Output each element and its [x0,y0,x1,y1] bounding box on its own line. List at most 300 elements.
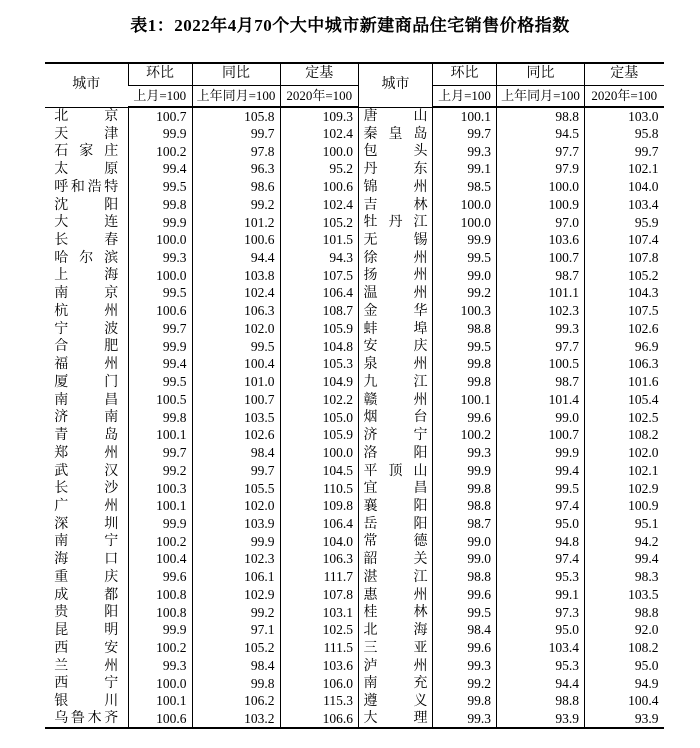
city-name: 惠州 [363,587,428,603]
city-name: 南昌 [54,392,119,408]
city-name: 西宁 [54,676,119,692]
mom-value: 99.7 [433,125,497,143]
table-row [359,479,664,497]
table-row [45,231,358,249]
yoy-value: 98.7 [497,373,585,391]
mom-value: 100.6 [128,302,192,320]
base-value: 102.6 [585,320,664,338]
base-value: 102.1 [585,462,664,480]
table-row [359,621,664,639]
city-name: 北京 [54,109,119,125]
yoy-value: 99.9 [192,533,280,551]
base-value: 95.2 [280,160,358,178]
yoy-value: 105.8 [192,107,280,125]
base-value: 94.3 [280,249,358,267]
base-value: 105.4 [585,391,664,409]
base-value: 104.0 [280,533,358,551]
base-value: 104.0 [585,178,664,196]
mom-value: 98.4 [433,621,497,639]
base-value: 102.9 [585,479,664,497]
yoy-value: 106.3 [192,302,280,320]
mom-value: 99.9 [128,515,192,533]
mom-value: 99.6 [128,568,192,586]
city-cell [359,710,433,728]
base-value: 94.2 [585,533,664,551]
yoy-value: 99.4 [497,462,585,480]
yoy-value: 102.4 [192,284,280,302]
mom-value: 100.1 [433,107,497,125]
table-row [45,657,358,675]
mom-value: 100.1 [128,426,192,444]
yoy-value: 97.0 [497,213,585,231]
base-value: 101.5 [280,231,358,249]
yoy-value: 97.1 [192,621,280,639]
city-name: 襄阳 [363,499,428,515]
base-value: 111.5 [280,639,358,657]
city-cell [45,710,128,728]
base-value: 100.6 [280,178,358,196]
city-name: 厦门 [54,374,119,390]
base-value: 108.2 [585,426,664,444]
base-value: 95.9 [585,213,664,231]
table-row [359,657,664,675]
table-row [45,426,358,444]
city-name: 太原 [54,162,119,178]
mom-value: 99.9 [433,231,497,249]
base-value: 102.4 [280,196,358,214]
city-name: 锦州 [363,179,428,195]
table-row [359,338,664,356]
base-value: 102.5 [585,408,664,426]
city-cell [45,568,128,586]
table-row [359,604,664,622]
city-cell [45,391,128,409]
yoy-value: 98.4 [192,657,280,675]
table-row [359,675,664,693]
table-row [359,160,664,178]
city-cell [45,692,128,710]
city-cell [359,692,433,710]
city-cell [45,479,128,497]
base-value: 104.8 [280,338,358,356]
city-name: 大连 [54,215,119,231]
city-cell [45,444,128,462]
city-cell [45,550,128,568]
base-value: 103.1 [280,604,358,622]
table-row [45,675,358,693]
city-cell [45,533,128,551]
col-subheader-mom: 上月=100 [128,85,192,107]
mom-value: 99.5 [128,284,192,302]
yoy-value: 102.9 [192,586,280,604]
city-cell [359,550,433,568]
yoy-value: 98.8 [497,107,585,125]
mom-value: 99.6 [433,586,497,604]
yoy-value: 100.7 [497,249,585,267]
city-name: 北海 [363,623,428,639]
table-row [359,355,664,373]
table-row [359,249,664,267]
mom-value: 100.4 [128,550,192,568]
table-row [45,320,358,338]
yoy-value: 103.9 [192,515,280,533]
city-cell [359,604,433,622]
mom-value: 99.9 [128,125,192,143]
mom-value: 99.6 [433,639,497,657]
table-left-half [45,62,358,729]
table-row [359,426,664,444]
base-value: 106.0 [280,675,358,693]
table-body-left [45,107,358,728]
city-name: 石家庄 [54,144,119,160]
city-name: 南京 [54,286,119,302]
yoy-value: 101.2 [192,213,280,231]
mom-value: 99.9 [433,462,497,480]
yoy-value: 99.1 [497,586,585,604]
city-cell [45,302,128,320]
city-name: 济宁 [363,428,428,444]
city-name: 包头 [363,144,428,160]
yoy-value: 103.6 [497,231,585,249]
table-header [359,63,664,107]
table-right-half [358,62,664,729]
yoy-value: 102.6 [192,426,280,444]
city-name: 泉州 [363,357,428,373]
base-value: 100.4 [585,692,664,710]
mom-value: 99.5 [433,249,497,267]
mom-value: 99.3 [433,657,497,675]
mom-value: 99.8 [128,196,192,214]
col-header-yoy: 同比 [497,63,585,85]
yoy-value: 94.4 [497,675,585,693]
city-cell [359,657,433,675]
city-cell [45,338,128,356]
table-row [45,604,358,622]
mom-value: 98.8 [433,320,497,338]
yoy-value: 105.2 [192,639,280,657]
base-value: 100.0 [280,444,358,462]
city-name: 长春 [54,233,119,248]
yoy-value: 93.9 [497,710,585,728]
city-name: 宜昌 [363,481,428,497]
city-name: 济南 [54,410,119,426]
city-cell [45,639,128,657]
table-row [359,213,664,231]
yoy-value: 97.9 [497,160,585,178]
yoy-value: 99.7 [192,125,280,143]
mom-value: 99.8 [128,408,192,426]
city-cell [359,178,433,196]
yoy-value: 102.0 [192,320,280,338]
city-name: 韶关 [363,552,428,568]
city-name: 丹东 [363,162,428,178]
city-cell [45,426,128,444]
base-value: 105.0 [280,408,358,426]
city-name: 扬州 [363,268,428,284]
mom-value: 99.9 [128,621,192,639]
city-cell [359,533,433,551]
city-name: 武汉 [54,463,119,479]
base-value: 104.5 [280,462,358,480]
mom-value: 99.6 [433,408,497,426]
table-row [45,160,358,178]
table-row [45,550,358,568]
base-value: 105.9 [280,320,358,338]
mom-value: 99.0 [433,267,497,285]
yoy-value: 94.4 [192,249,280,267]
table-row [359,639,664,657]
yoy-value: 100.0 [497,178,585,196]
table-row [45,497,358,515]
yoy-value: 99.2 [192,604,280,622]
city-cell [359,284,433,302]
city-cell [45,320,128,338]
table-row [45,462,358,480]
mom-value: 99.3 [433,710,497,728]
col-subheader-yoy: 上年同月=100 [192,85,280,107]
yoy-value: 94.5 [497,125,585,143]
table-row [45,586,358,604]
mom-value: 99.7 [128,320,192,338]
city-name: 海口 [54,552,119,568]
mom-value: 99.0 [433,550,497,568]
city-name: 长沙 [54,481,119,497]
mom-value: 98.8 [433,497,497,515]
table-row [45,692,358,710]
yoy-value: 103.8 [192,267,280,285]
mom-value: 99.8 [433,373,497,391]
city-cell [45,497,128,515]
table-row [45,302,358,320]
city-cell [359,320,433,338]
yoy-value: 103.5 [192,408,280,426]
city-cell [359,497,433,515]
city-cell [359,462,433,480]
city-name: 宁波 [54,321,119,337]
mom-value: 98.8 [433,568,497,586]
base-value: 106.4 [280,284,358,302]
city-name: 烟台 [363,410,428,426]
city-name: 徐州 [363,250,428,266]
city-cell [45,408,128,426]
table-row [45,142,358,160]
city-name: 哈尔滨 [54,250,119,266]
city-name: 广州 [54,499,119,515]
city-cell [45,621,128,639]
col-header-base: 定基 [280,63,358,85]
mom-value: 99.3 [433,444,497,462]
mom-value: 98.5 [433,178,497,196]
yoy-value: 98.4 [192,444,280,462]
yoy-value: 95.3 [497,657,585,675]
city-cell [45,373,128,391]
mom-value: 99.5 [128,373,192,391]
base-value: 102.2 [280,391,358,409]
city-cell [45,604,128,622]
mom-value: 99.8 [433,355,497,373]
base-value: 102.1 [585,160,664,178]
base-value: 95.0 [585,657,664,675]
mom-value: 99.4 [128,355,192,373]
yoy-value: 100.4 [192,355,280,373]
base-value: 107.4 [585,231,664,249]
table-row [45,515,358,533]
base-value: 103.0 [585,107,664,125]
base-value: 105.9 [280,426,358,444]
city-cell [359,586,433,604]
yoy-value: 100.7 [192,391,280,409]
mom-value: 100.1 [128,497,192,515]
yoy-value: 99.8 [192,675,280,693]
base-value: 110.5 [280,479,358,497]
mom-value: 99.2 [128,462,192,480]
city-cell [359,391,433,409]
city-cell [45,355,128,373]
city-name: 南充 [363,676,428,692]
table-row [359,568,664,586]
city-name: 蚌埠 [363,321,428,337]
city-name: 桂林 [363,605,428,621]
city-name: 安庆 [363,339,428,355]
col-header-mom: 环比 [128,63,192,85]
yoy-value: 101.0 [192,373,280,391]
city-name: 九江 [363,374,428,390]
table-row [45,639,358,657]
base-value: 107.8 [585,249,664,267]
base-value: 103.6 [280,657,358,675]
city-cell [359,267,433,285]
city-name: 南宁 [54,534,119,550]
base-value: 99.7 [585,142,664,160]
yoy-value: 95.0 [497,515,585,533]
city-cell [359,515,433,533]
city-cell [359,231,433,249]
city-name: 牡丹江 [363,215,428,231]
mom-value: 99.2 [433,284,497,302]
yoy-value: 106.1 [192,568,280,586]
base-value: 111.7 [280,568,358,586]
city-cell [45,586,128,604]
city-cell [359,213,433,231]
col-header-yoy: 同比 [192,63,280,85]
mom-value: 100.6 [128,710,192,728]
col-subheader-base: 2020年=100 [585,85,664,107]
table-row [359,125,664,143]
yoy-value: 101.1 [497,284,585,302]
table-row [359,586,664,604]
mom-value: 99.4 [128,160,192,178]
mom-value: 100.0 [433,213,497,231]
mom-value: 100.0 [128,267,192,285]
table-row [359,284,664,302]
city-cell [359,444,433,462]
city-cell [359,338,433,356]
table-row [45,267,358,285]
city-name: 秦皇岛 [363,126,428,142]
city-name: 沈阳 [54,197,119,213]
base-value: 99.4 [585,550,664,568]
mom-value: 100.8 [128,586,192,604]
yoy-value: 99.5 [497,479,585,497]
base-value: 105.2 [280,213,358,231]
base-value: 96.9 [585,338,664,356]
city-cell [45,107,128,125]
city-name: 湛江 [363,569,428,585]
city-name: 福州 [54,357,119,373]
yoy-value: 99.5 [192,338,280,356]
base-value: 95.8 [585,125,664,143]
table-header [45,63,358,107]
city-cell [45,284,128,302]
table-row [45,568,358,586]
city-cell [45,675,128,693]
city-name: 常德 [363,534,428,550]
city-cell [45,142,128,160]
city-name: 杭州 [54,303,119,319]
mom-value: 100.1 [433,391,497,409]
table-row [45,178,358,196]
col-subheader-base: 2020年=100 [280,85,358,107]
mom-value: 100.2 [433,426,497,444]
mom-value: 99.5 [433,338,497,356]
city-name: 温州 [363,286,428,302]
city-cell [45,267,128,285]
table-row [45,479,358,497]
city-cell [359,302,433,320]
yoy-value: 101.4 [497,391,585,409]
city-name: 唐山 [363,109,428,125]
city-name: 遵义 [363,694,428,710]
table-row [45,284,358,302]
yoy-value: 95.0 [497,621,585,639]
city-name: 平顶山 [363,463,428,479]
yoy-value: 100.7 [497,426,585,444]
city-cell [45,196,128,214]
city-cell [359,355,433,373]
col-subheader-mom: 上月=100 [433,85,497,107]
yoy-value: 100.5 [497,355,585,373]
base-value: 100.9 [585,497,664,515]
base-value: 95.1 [585,515,664,533]
mom-value: 99.9 [128,338,192,356]
base-value: 107.5 [585,302,664,320]
mom-value: 98.7 [433,515,497,533]
city-name: 青岛 [54,428,119,444]
mom-value: 100.8 [128,604,192,622]
yoy-value: 98.8 [497,692,585,710]
city-name: 贵阳 [54,605,119,621]
city-cell [359,160,433,178]
base-value: 102.5 [280,621,358,639]
mom-value: 99.5 [433,604,497,622]
mom-value: 100.0 [433,196,497,214]
yoy-value: 97.7 [497,338,585,356]
mom-value: 100.2 [128,533,192,551]
table-row [359,550,664,568]
base-value: 109.3 [280,107,358,125]
yoy-value: 95.3 [497,568,585,586]
mom-value: 99.5 [128,178,192,196]
yoy-value: 97.8 [192,142,280,160]
table-row [45,107,358,125]
yoy-value: 97.4 [497,550,585,568]
city-name: 乌鲁木齐 [54,711,119,727]
mom-value: 99.7 [128,444,192,462]
city-name: 兰州 [54,658,119,674]
yoy-value: 97.3 [497,604,585,622]
city-name: 吉林 [363,197,428,213]
yoy-value: 96.3 [192,160,280,178]
